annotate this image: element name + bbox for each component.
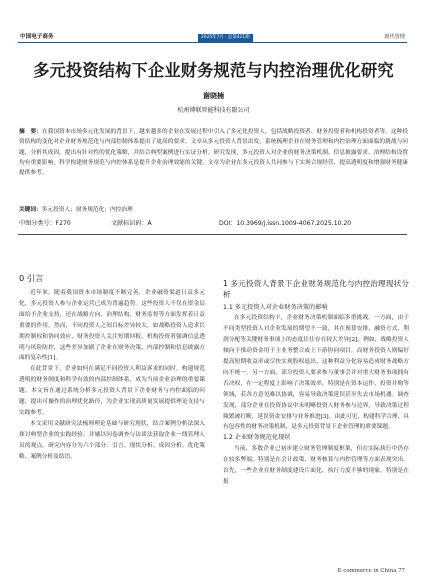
author-name: 谢晓楠 [203, 92, 224, 100]
left-column [19, 272, 205, 463]
doi: DOI：10.3969/j.issn.1009-4067.2025.10.20 [219, 220, 352, 227]
abstract-text: 在我国资本市场多元化发展的背景下，越来越多的企业在发展过程中引入了多元化投资人，包括战略投资者、财务投资者和机构投资者等。这种投资结构的变化对企业财务规范化与内部控制体系提出了更高的要求。文章从多元投资人背景出发，系统梳理企业在财务管理和内控治理方面面临的挑战与问题，分析其成因，提出有针对性的优化策略，并结合典型案例进行实证分析。研究发现，多元投资人对企业的财务决策机制、信息披露要求、治理结构设置均有重要影响，科学构建财务规范与内控体系是提升企业治理效能的关键。文章为企业在多元投资人共同参与下实现合规经营、提高透明度和增强财务健康提供参考。 [19, 129, 409, 177]
keywords-label: 关键词： [19, 207, 42, 213]
article-title: 多元投资结构下企业财务规范与内控治理优化研究 [33, 61, 394, 80]
paragraph: 本文采用文献研究法梳理理论基础与研究现状，结合案例分析法深入探讨典型企业的实践经验，并辅以问卷调查与访谈法获取企业一线管理人员的观点。研究内容分为六个部分：引言、现状分析、成因分析、优化策略、案例分析及结语。 [19, 420, 205, 460]
abstract-divider [18, 234, 407, 235]
paragraph: 当前，多数企业已初步建立财务管理制度框架，但在实际执行中仍存在较多弊端，特别是在会计政策、财务核算与内控管理等方面表现突出。首先，一些企业在财务制度建设片面化、执行力度不够的现象，特别是在报 [223, 445, 409, 485]
section-heading-intro: 0 引言 [19, 273, 44, 283]
issue-badge: 2025年7月 · 总第421期 [198, 34, 253, 42]
subsection-heading-1-1: 1.1 多元投资人对企业财务决策的影响 [223, 303, 328, 311]
header-divider [18, 42, 407, 43]
subsection-heading-1-2: 1.2 企业财务规范化现状 [223, 434, 291, 442]
author-affiliation: 杭州博联智能科技有限公司 [177, 107, 250, 114]
right-column [223, 278, 409, 488]
abstract [19, 127, 408, 178]
section-tag: 现代管理 [384, 34, 405, 40]
section-heading-1: 1 多元投资人背景下企业财务规范化与内控治理现状分析 [223, 279, 409, 300]
keywords-text: 多元投资人；财务规范化；内控治理 [41, 207, 133, 213]
paragraph: 在多元投资结构下，企业财务决策机制面临多重挑战。一方面，由于不同类型投资人对企业发展的期望不一致，其在预算安排、融资方式、利润分配等关键财务事项上的态度往往存在较大差异[2]。例如，战略投资人倾向于推动资金用于主业务整合或上下游协同项目，而财务投资人则偏好提高短期收益率或尽快实现股权退出，这种利益分化容易造成财务战略方向不统一。另一方面，部分投资人要求参与董事会并对重大财务事项拥有否决权，在一定程度上影响了决策效率，特别是在资本运作、投资并购等领域，若各方意见难以协调，容易导致决策延误甚至失去市场机遇。调查发现，部分企业在投资协议中未明晰投资人财务参与边界，导致决策过程频繁被打断，延误资金安排与业务推进[3]。由此可见，构建科学合理、具有包容性的财务决策机制，是多元投资背景下企业管理的重要课题。 [223, 315, 409, 431]
clc-number: 中图分类号：F270 [19, 220, 71, 227]
paragraph: 近年来，随着我国资本市场制度不断完善，企业融资渠道日益多元化，多元投资人参与企业运营已成为普遍趋势。这些投资人不仅在资金层面给予企业支持，还在战略方向、治理结构、财务监督等方面发挥着日益重要的作用。然而，不同投资人之间目标差异较大，如战略投资人追求长期控制权和协同效应，财务投资人关注短期回报，机构投资者强调信息透明与风险防控，这些差异加剧了企业在财务决策、内部控制和信息披露方面的复杂性[1]。 [19, 290, 205, 362]
keywords [19, 206, 408, 215]
document-code: 文献标识码：A [111, 220, 152, 227]
page-footer: E-commerce in China 77 [337, 568, 405, 574]
page-header [0, 0, 427, 40]
journal-brand: 中国电子商务 [20, 34, 54, 40]
paragraph: 在此背景下，企业如何在满足不同投资人利益诉求的同时，构建规范透明的财务制度和科学有效的内部控制体系，成为当前企业治理的重要课题。本文旨在通过系统分析多元投资人背景下企业财务与内控面临的问题，提出可操作的治理优化路径，为企业实现高质量发展提供理论支持与实践参考。 [19, 366, 205, 416]
abstract-label: 摘 要： [19, 129, 42, 135]
